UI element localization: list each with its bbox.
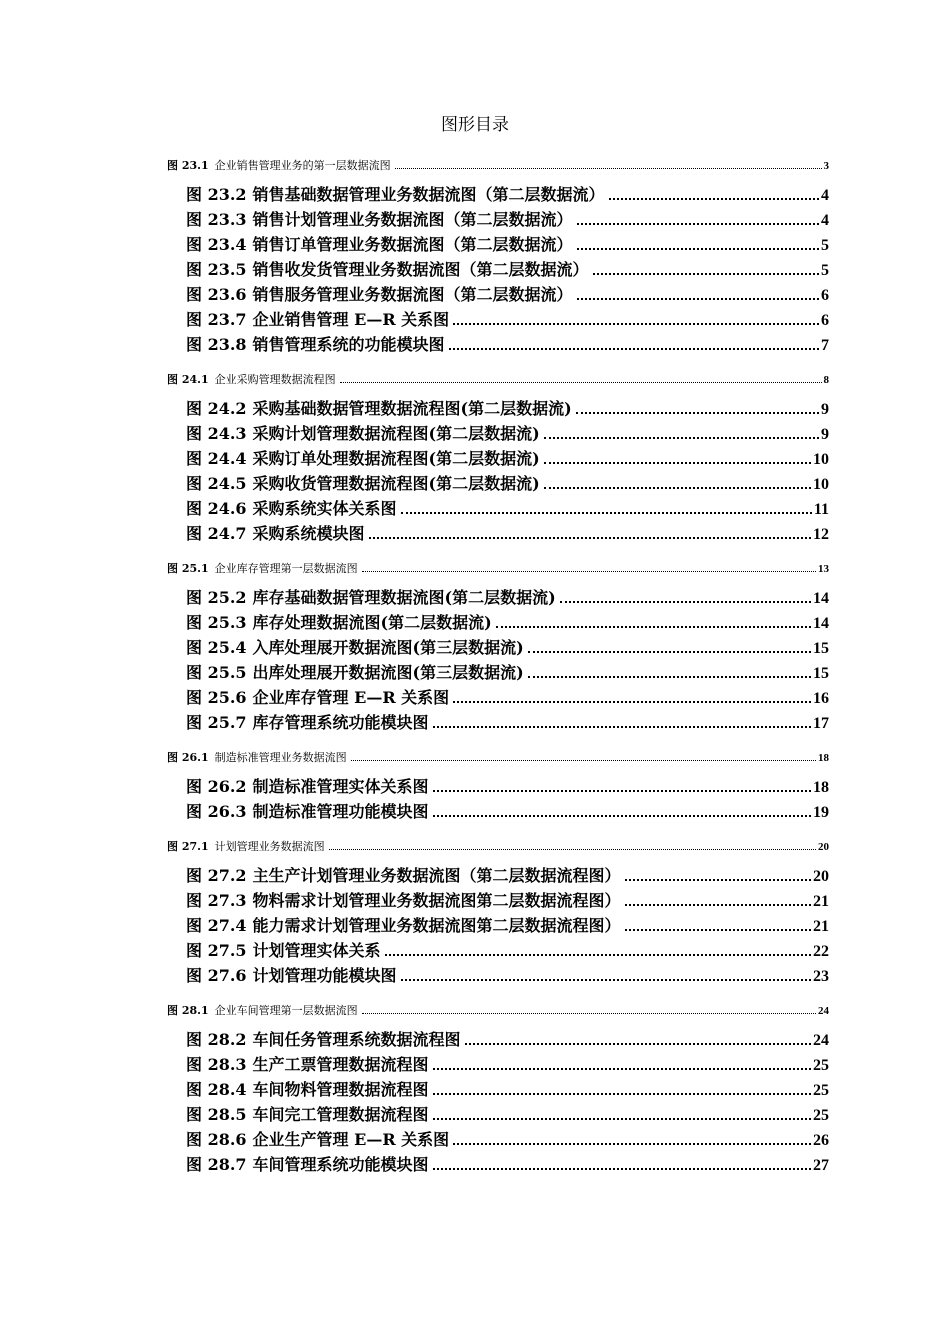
dot-leader [433, 716, 811, 728]
figure-number: 图 26.1 [167, 751, 209, 764]
figure-title: 库存管理系统功能模块图 [252, 713, 429, 732]
dot-leader [385, 944, 811, 956]
page-number: 16 [813, 690, 829, 707]
toc-entry[interactable] [186, 685, 829, 709]
page-number: 4 [821, 187, 829, 204]
page-number: 14 [813, 590, 829, 607]
figure-number: 图 23.4 [186, 235, 247, 254]
page-number: 10 [813, 476, 829, 493]
dot-leader [369, 527, 811, 539]
dot-leader [449, 338, 819, 350]
figure-title: 采购计划管理数据流程图(第二层数据流) [252, 424, 540, 443]
page-number: 25 [813, 1082, 829, 1099]
page-number: 15 [813, 665, 829, 682]
page-number: 27 [813, 1157, 829, 1174]
page-number: 17 [813, 715, 829, 732]
toc-entry[interactable] [186, 1152, 829, 1176]
figure-number: 图 24.5 [186, 474, 247, 493]
page-number: 4 [821, 212, 829, 229]
toc-entry[interactable] [186, 446, 829, 470]
page-number: 18 [813, 779, 829, 796]
dot-leader [395, 161, 822, 169]
toc-entry[interactable] [186, 307, 829, 331]
toc-entry[interactable] [186, 396, 829, 420]
figure-number: 图 23.2 [186, 185, 247, 204]
page-number: 9 [821, 426, 829, 443]
figure-title: 销售管理系统的功能模块图 [252, 335, 445, 354]
figure-title: 企业车间管理第一层数据流图 [214, 1004, 358, 1017]
dot-leader [528, 641, 811, 653]
page-number: 9 [821, 401, 829, 418]
page-number: 25 [813, 1107, 829, 1124]
page-number: 22 [813, 943, 829, 960]
toc-entry[interactable] [167, 1002, 829, 1018]
figure-number: 图 24.1 [167, 373, 209, 386]
figure-title: 制造标准管理业务数据流图 [214, 751, 347, 764]
page-number: 23 [813, 968, 829, 985]
toc-entry[interactable] [186, 232, 829, 256]
figure-number: 图 28.3 [186, 1055, 247, 1074]
toc-entry[interactable] [186, 774, 829, 798]
figure-title: 车间管理系统功能模块图 [252, 1155, 429, 1174]
figure-title: 主生产计划管理业务数据流图（第二层数据流程图） [252, 866, 621, 885]
page-number: 6 [821, 287, 829, 304]
dot-leader [453, 691, 811, 703]
figure-number: 图 25.7 [186, 713, 247, 732]
dot-leader [593, 263, 819, 275]
toc-entry[interactable] [186, 496, 829, 520]
figure-number: 图 28.4 [186, 1080, 247, 1099]
toc-entry[interactable] [186, 1127, 829, 1151]
dot-leader [433, 1158, 811, 1170]
dot-leader [577, 213, 819, 225]
dot-leader [528, 666, 811, 678]
figure-title: 制造标准管理实体关系图 [252, 777, 429, 796]
page-number: 5 [821, 262, 829, 279]
dot-leader [577, 288, 819, 300]
dot-leader [625, 894, 811, 906]
figure-number: 图 26.3 [186, 802, 247, 821]
figure-title: 企业销售管理业务的第一层数据流图 [214, 159, 391, 172]
page-number: 18 [818, 752, 829, 764]
dot-leader [433, 1058, 811, 1070]
page-number: 7 [821, 337, 829, 354]
figure-number: 图 25.5 [186, 663, 247, 682]
page-number: 10 [813, 451, 829, 468]
figure-title: 销售订单管理业务数据流图（第二层数据流） [252, 235, 573, 254]
figure-title: 车间完工管理数据流程图 [252, 1105, 429, 1124]
dot-leader [496, 616, 811, 628]
figure-number: 图 23.7 [186, 310, 247, 329]
toc-entry[interactable] [186, 421, 829, 445]
toc-entry[interactable] [186, 888, 829, 912]
dot-leader [433, 780, 811, 792]
toc-entry[interactable] [186, 938, 829, 962]
figure-number: 图 28.7 [186, 1155, 247, 1174]
page-number: 13 [818, 563, 829, 575]
dot-leader [433, 805, 811, 817]
toc-entry[interactable] [186, 1077, 829, 1101]
figure-title: 车间任务管理系统数据流程图 [252, 1030, 461, 1049]
figure-title: 能力需求计划管理业务数据流图第二层数据流程图） [252, 916, 621, 935]
dot-leader [362, 1006, 816, 1014]
toc-entry[interactable] [186, 257, 829, 281]
page-number: 24 [818, 1005, 829, 1017]
figure-title: 生产工票管理数据流程图 [252, 1055, 429, 1074]
figure-number: 图 26.2 [186, 777, 247, 796]
figure-number: 图 25.3 [186, 613, 247, 632]
dot-leader [362, 564, 816, 572]
toc-entry[interactable] [186, 207, 829, 231]
figure-title: 采购收货管理数据流程图(第二层数据流) [252, 474, 540, 493]
page-number: 25 [813, 1057, 829, 1074]
figure-number: 图 25.4 [186, 638, 247, 657]
toc-entry[interactable] [186, 521, 829, 545]
figure-title: 入库处理展开数据流图(第三层数据流) [252, 638, 524, 657]
figure-number: 图 28.2 [186, 1030, 247, 1049]
figure-title: 销售基础数据管理业务数据流图（第二层数据流） [252, 185, 605, 204]
dot-leader [465, 1033, 811, 1045]
toc-entry[interactable] [186, 282, 829, 306]
toc-entry[interactable] [167, 749, 829, 765]
page-number: 12 [813, 526, 829, 543]
toc-entry[interactable] [186, 963, 829, 987]
page-number: 20 [813, 868, 829, 885]
figure-number: 图 27.3 [186, 891, 247, 910]
toc-entry[interactable] [167, 838, 829, 854]
figure-title: 计划管理业务数据流图 [214, 840, 325, 853]
figure-number: 图 27.6 [186, 966, 247, 985]
figure-title: 出库处理展开数据流图(第三层数据流) [252, 663, 524, 682]
dot-leader [401, 502, 812, 514]
figure-title: 销售服务管理业务数据流图（第二层数据流） [252, 285, 573, 304]
figure-title: 企业生产管理 E—R 关系图 [252, 1130, 450, 1149]
toc-entry[interactable] [186, 660, 829, 684]
toc-entry[interactable] [167, 157, 829, 173]
figure-title: 制造标准管理功能模块图 [252, 802, 429, 821]
figure-title: 销售计划管理业务数据流图（第二层数据流） [252, 210, 573, 229]
toc-entry[interactable] [167, 371, 829, 387]
toc-entry[interactable] [186, 1052, 829, 1076]
dot-leader [625, 869, 811, 881]
figure-title: 销售收发货管理业务数据流图（第二层数据流） [252, 260, 589, 279]
figure-number: 图 24.7 [186, 524, 247, 543]
figure-number: 图 28.5 [186, 1105, 247, 1124]
toc-entry[interactable] [186, 635, 829, 659]
dot-leader [577, 238, 819, 250]
dot-leader [453, 313, 819, 325]
dot-leader [625, 919, 811, 931]
figure-title: 企业库存管理 E—R 关系图 [252, 688, 450, 707]
page-number: 6 [821, 312, 829, 329]
page-number: 21 [813, 918, 829, 935]
page-title: 图形目录 [441, 115, 509, 135]
figure-title: 计划管理实体关系 [252, 941, 381, 960]
dot-leader [453, 1133, 811, 1145]
figure-title: 采购系统实体关系图 [252, 499, 397, 518]
figure-number: 图 23.6 [186, 285, 247, 304]
page-number: 26 [813, 1132, 829, 1149]
figure-number: 图 24.4 [186, 449, 247, 468]
dot-leader [544, 477, 811, 489]
figure-number: 图 23.1 [167, 159, 209, 172]
dot-leader [351, 753, 816, 761]
figure-title: 企业库存管理第一层数据流图 [214, 562, 358, 575]
toc-entry[interactable] [186, 332, 829, 356]
figure-number: 图 24.6 [186, 499, 247, 518]
dot-leader [560, 591, 811, 603]
dot-leader [401, 969, 811, 981]
page-number: 3 [823, 160, 829, 172]
figure-title: 企业销售管理 E—R 关系图 [252, 310, 450, 329]
figure-title: 库存处理数据流图(第二层数据流) [252, 613, 492, 632]
figure-title: 库存基础数据管理数据流图(第二层数据流) [252, 588, 556, 607]
page-number: 5 [821, 237, 829, 254]
figure-number: 图 23.5 [186, 260, 247, 279]
toc-entry[interactable] [186, 1027, 829, 1051]
page-number: 24 [813, 1032, 829, 1049]
figure-number: 图 27.5 [186, 941, 247, 960]
figure-title: 物料需求计划管理业务数据流图第二层数据流程图） [252, 891, 621, 910]
toc-entry[interactable] [186, 913, 829, 937]
dot-leader [329, 842, 816, 850]
page-number: 20 [818, 841, 829, 853]
figure-title: 车间物料管理数据流程图 [252, 1080, 429, 1099]
toc-entry[interactable] [186, 799, 829, 823]
figure-number: 图 27.4 [186, 916, 247, 935]
figure-title: 计划管理功能模块图 [252, 966, 397, 985]
figure-title: 企业采购管理数据流程图 [214, 373, 336, 386]
figure-number: 图 25.2 [186, 588, 247, 607]
page-number: 14 [813, 615, 829, 632]
toc-entry[interactable] [186, 863, 829, 887]
dot-leader [544, 452, 811, 464]
figure-number: 图 23.8 [186, 335, 247, 354]
dot-leader [609, 188, 819, 200]
dot-leader [576, 402, 819, 414]
toc-entry[interactable] [167, 560, 829, 576]
figure-number: 图 24.3 [186, 424, 247, 443]
page-number: 11 [813, 501, 829, 518]
figure-title: 采购基础数据管理数据流程图(第二层数据流) [252, 399, 572, 418]
figure-number: 图 25.6 [186, 688, 247, 707]
figure-number: 图 28.6 [186, 1130, 247, 1149]
figure-number: 图 28.1 [167, 1004, 209, 1017]
toc-entry[interactable] [186, 1102, 829, 1126]
page-number: 8 [823, 374, 829, 386]
toc-entry[interactable] [186, 710, 829, 734]
page-number: 19 [813, 804, 829, 821]
page-number: 15 [813, 640, 829, 657]
figure-number: 图 24.2 [186, 399, 247, 418]
dot-leader [340, 375, 822, 383]
figure-title: 采购订单处理数据流程图(第二层数据流) [252, 449, 540, 468]
dot-leader [433, 1108, 811, 1120]
toc-entry[interactable] [186, 610, 829, 634]
page-number: 21 [813, 893, 829, 910]
toc-entry[interactable] [186, 471, 829, 495]
figure-number: 图 25.1 [167, 562, 209, 575]
figure-title: 采购系统模块图 [252, 524, 365, 543]
toc-entry[interactable] [186, 585, 829, 609]
toc-entry[interactable] [186, 182, 829, 206]
dot-leader [433, 1083, 811, 1095]
figure-number: 图 27.2 [186, 866, 247, 885]
dot-leader [544, 427, 819, 439]
figure-number: 图 23.3 [186, 210, 247, 229]
figure-number: 图 27.1 [167, 840, 209, 853]
